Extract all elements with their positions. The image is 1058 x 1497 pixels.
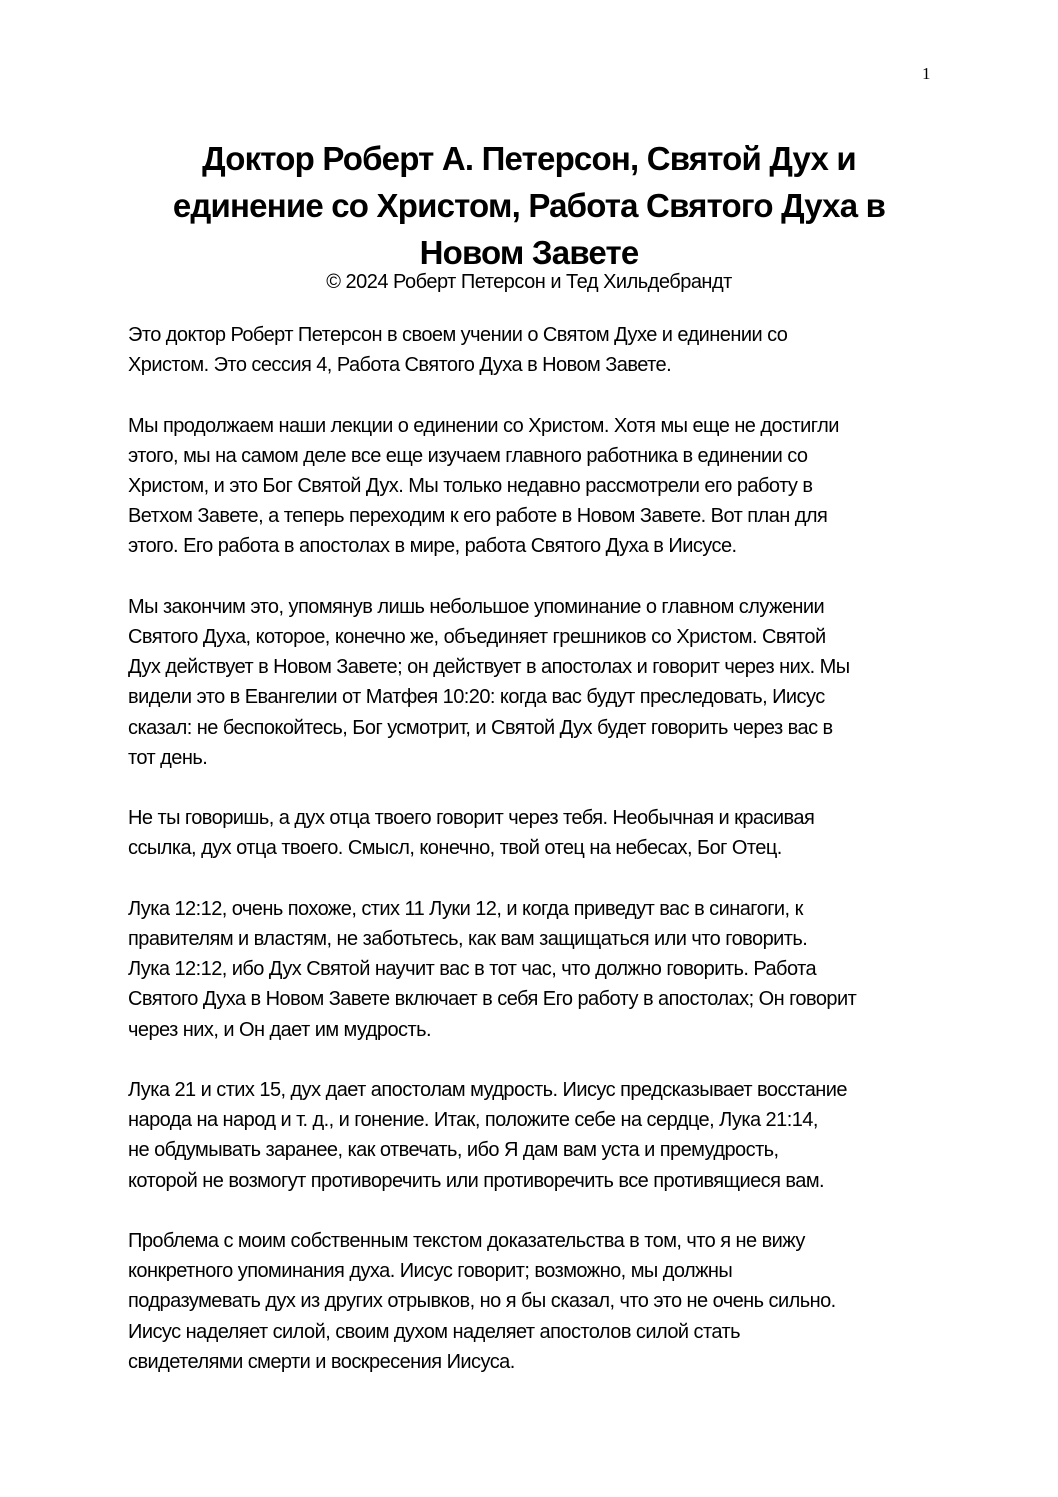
text-line: которой не возмогут противоречить или противоречить все противящиеся вам.	[128, 1169, 825, 1192]
text-line: Христом. Это сессия 4, Работа Святого Духа в Новом Завете.	[128, 354, 672, 377]
text-line: Не ты говоришь, а дух отца твоего говорит через тебя. Необычная и красивая	[128, 807, 815, 830]
text-line: Ветхом Завете, а теперь переходим к его работе в Новом Завете. Вот план для	[128, 505, 828, 528]
text-line: этого, мы на самом деле все еще изучаем главного работника в единении со	[128, 444, 808, 467]
text-line: Это доктор Роберт Петерсон в своем учении о Святом Духе и единении со	[128, 324, 788, 346]
title-line: единение со Христом, Работа Святого Духа в	[172, 187, 886, 224]
text-line: видели это в Евангелии от Матфея 10:20: когда вас будут преследовать, Иисус	[128, 686, 825, 709]
paragraph-7	[128, 1226, 948, 1377]
text-line: свидетелями смерти и воскресения Иисуса.	[128, 1350, 515, 1373]
text-line: Иисус наделяет силой, своим духом наделяет апостолов силой стать	[128, 1320, 740, 1343]
paragraph-4	[128, 803, 948, 863]
paragraph-2	[128, 411, 948, 562]
text-line: не обдумывать заранее, как отвечать, ибо Я дам вам уста и премудрость,	[128, 1139, 779, 1162]
text-line: Мы закончим это, упомянув лишь небольшое упоминание о главном служении	[128, 595, 825, 618]
text-line: народа на народ и т. д., и гонение. Итак, положите себе на сердце, Лука 21:14,	[128, 1109, 818, 1132]
text-line: этого. Его работа в апостолах в мире, работа Святого Духа в Иисусе.	[128, 535, 737, 558]
title-line: Доктор Роберт А. Петерсон, Святой Дух и	[202, 140, 856, 177]
document-title	[100, 135, 958, 276]
text-line: Проблема с моим собственным текстом доказательства в том, что я не вижу	[128, 1230, 805, 1252]
page-number: 1	[922, 64, 931, 83]
text-line: Мы продолжаем наши лекции о единении со Христом. Хотя мы еще не достигли	[128, 414, 839, 437]
text-line: конкретного упоминания духа. Иисус говорит; возможно, мы должны	[128, 1260, 733, 1283]
paragraph-1	[128, 320, 948, 380]
paragraph-5	[128, 894, 948, 1045]
text-line: Святого Духа в Новом Завете включает в себя Его работу в апостолах; Он говорит	[128, 988, 857, 1011]
paragraph-3	[128, 592, 948, 773]
text-line: правителям и властям, не заботьтесь, как вам защищаться или что говорить.	[128, 928, 808, 950]
text-line: через них, и Он дает им мудрость.	[128, 1018, 431, 1041]
document-body	[128, 320, 948, 1407]
text-line: тот день.	[128, 746, 208, 769]
text-line: Христом, и это Бог Святой Дух. Мы только недавно рассмотрели его работу в	[128, 475, 813, 497]
copyright-notice: © 2024 Роберт Петерсон и Тед Хильдебрандт	[326, 271, 732, 293]
title-line: Новом Завете	[419, 234, 639, 271]
text-line: Лука 12:12, ибо Дух Святой научит вас в тот час, что должно говорить. Работа	[128, 958, 817, 981]
text-line: Лука 12:12, очень похоже, стих 11 Луки 12, и когда приведут вас в синагоги, к	[128, 897, 803, 920]
text-line: Святого Духа, которое, конечно же, объединяет грешников со Христом. Святой	[128, 626, 826, 648]
text-line: Лука 21 и стих 15, дух дает апостолам мудрость. Иисус предсказывает восстание	[128, 1079, 847, 1101]
text-line: ссылка, дух отца твоего. Смысл, конечно, твой отец на небесах, Бог Отец.	[128, 837, 782, 860]
text-line: подразумевать дух из других отрывков, но я бы сказал, что это не очень сильно.	[128, 1290, 836, 1313]
paragraph-6	[128, 1075, 948, 1196]
text-line: сказал: не беспокойтесь, Бог усмотрит, и Святой Дух будет говорить через вас в	[128, 716, 833, 739]
text-line: Дух действует в Новом Завете; он действует в апостолах и говорит через них. Мы	[128, 656, 850, 679]
